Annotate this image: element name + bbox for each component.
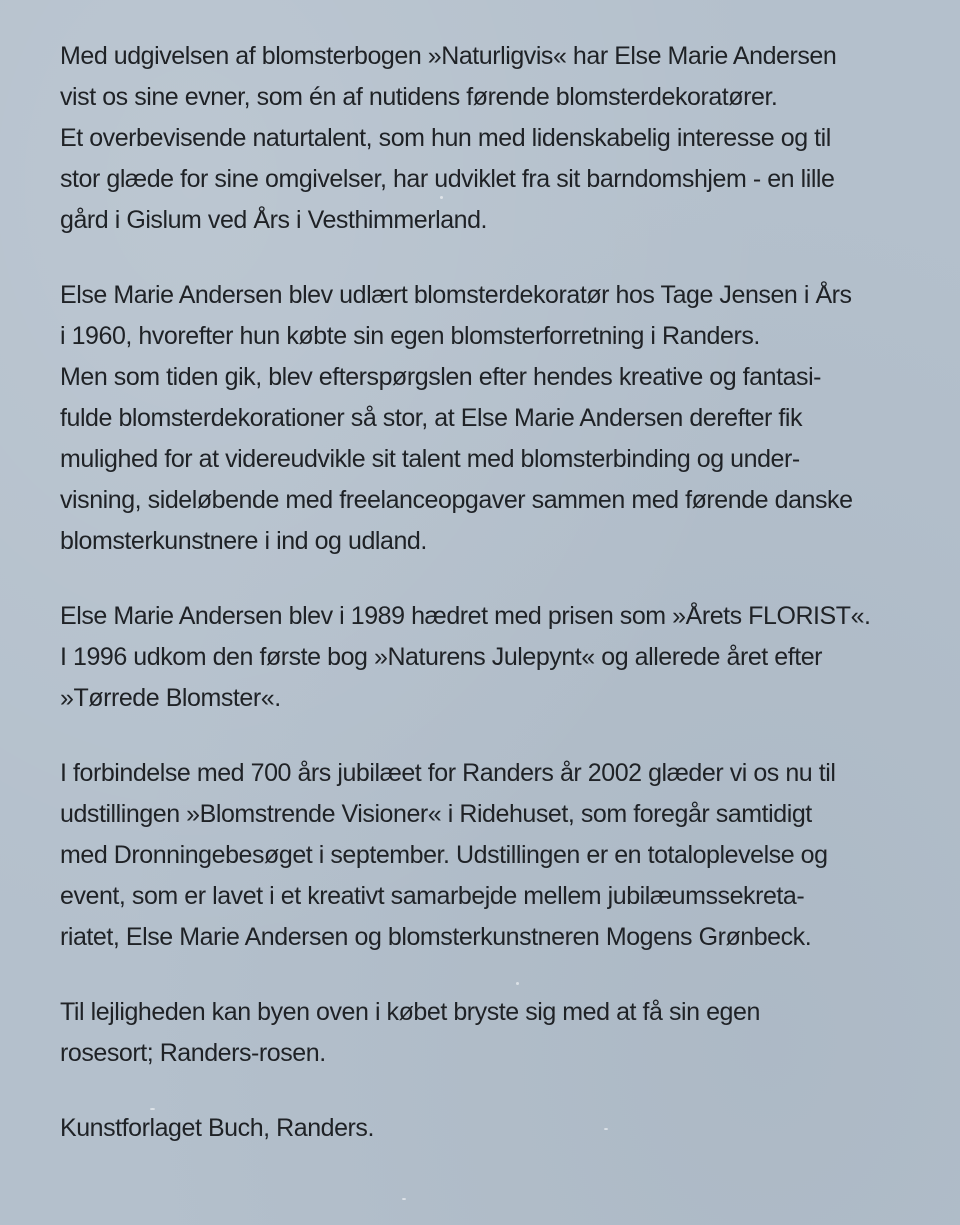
paragraph-publisher xyxy=(60,1108,930,1149)
publisher-signature: Kunstforlaget Buch, Randers. xyxy=(60,1114,374,1142)
paragraph-intro xyxy=(60,36,930,241)
paper-speck xyxy=(440,196,443,199)
text-line: Else Marie Andersen blev i 1989 hædret med prisen som »Årets FLORIST«. xyxy=(60,602,871,630)
paragraph-exhibition xyxy=(60,753,930,958)
text-line: »Tørrede Blomster«. xyxy=(60,684,281,712)
text-line: rosesort; Randers-rosen. xyxy=(60,1039,326,1067)
text-line: blomsterkunstnere i ind og udland. xyxy=(60,527,427,555)
paragraph-career xyxy=(60,275,930,562)
text-line: Et overbevisende naturtalent, som hun med lidenskabelig interesse og til xyxy=(60,124,831,152)
text-line: riatet, Else Marie Andersen og blomsterkunstneren Mogens Grønbeck. xyxy=(60,923,812,951)
text-line: med Dronningebesøget i september. Udstillingen er en totaloplevelse og xyxy=(60,841,828,869)
text-line: fulde blomsterdekorationer så stor, at Else Marie Andersen derefter fik xyxy=(60,404,803,432)
text-line: stor glæde for sine omgivelser, har udviklet fra sit barndomshjem - en lille xyxy=(60,165,835,193)
paper-speck xyxy=(516,982,519,985)
text-line: visning, sideløbende med freelanceopgaver sammen med førende danske xyxy=(60,486,853,514)
text-line: Med udgivelsen af blomsterbogen »Naturligvis« har Else Marie Andersen xyxy=(60,42,837,70)
text-line: Else Marie Andersen blev udlært blomsterdekoratør hos Tage Jensen i Års xyxy=(60,281,852,309)
text-line: vist os sine evner, som én af nutidens førende blomsterdekoratører. xyxy=(60,83,778,111)
paragraph-awards xyxy=(60,596,930,719)
paragraph-rose xyxy=(60,992,930,1074)
paper-speck xyxy=(150,1108,155,1110)
text-line: I 1996 udkom den første bog »Naturens Julepynt« og allerede året efter xyxy=(60,643,823,671)
text-line: event, som er lavet i et kreativt samarbejde mellem jubilæumssekreta- xyxy=(60,882,805,910)
text-line: udstillingen »Blomstrende Visioner« i Ridehuset, som foregår samtidigt xyxy=(60,800,812,828)
paper-speck xyxy=(402,1198,406,1200)
paper-speck xyxy=(604,1128,608,1130)
text-line: gård i Gislum ved Års i Vesthimmerland. xyxy=(60,206,488,234)
text-line: Men som tiden gik, blev efterspørgslen efter hendes kreative og fantasi- xyxy=(60,363,822,391)
text-line: Til lejligheden kan byen oven i købet bryste sig med at få sin egen xyxy=(60,998,760,1026)
text-line: mulighed for at videreudvikle sit talent med blomsterbinding og under- xyxy=(60,445,800,473)
text-line: I forbindelse med 700 års jubilæet for Randers år 2002 glæder vi os nu til xyxy=(60,759,836,787)
text-line: i 1960, hvorefter hun købte sin egen blomsterforretning i Randers. xyxy=(60,322,760,350)
